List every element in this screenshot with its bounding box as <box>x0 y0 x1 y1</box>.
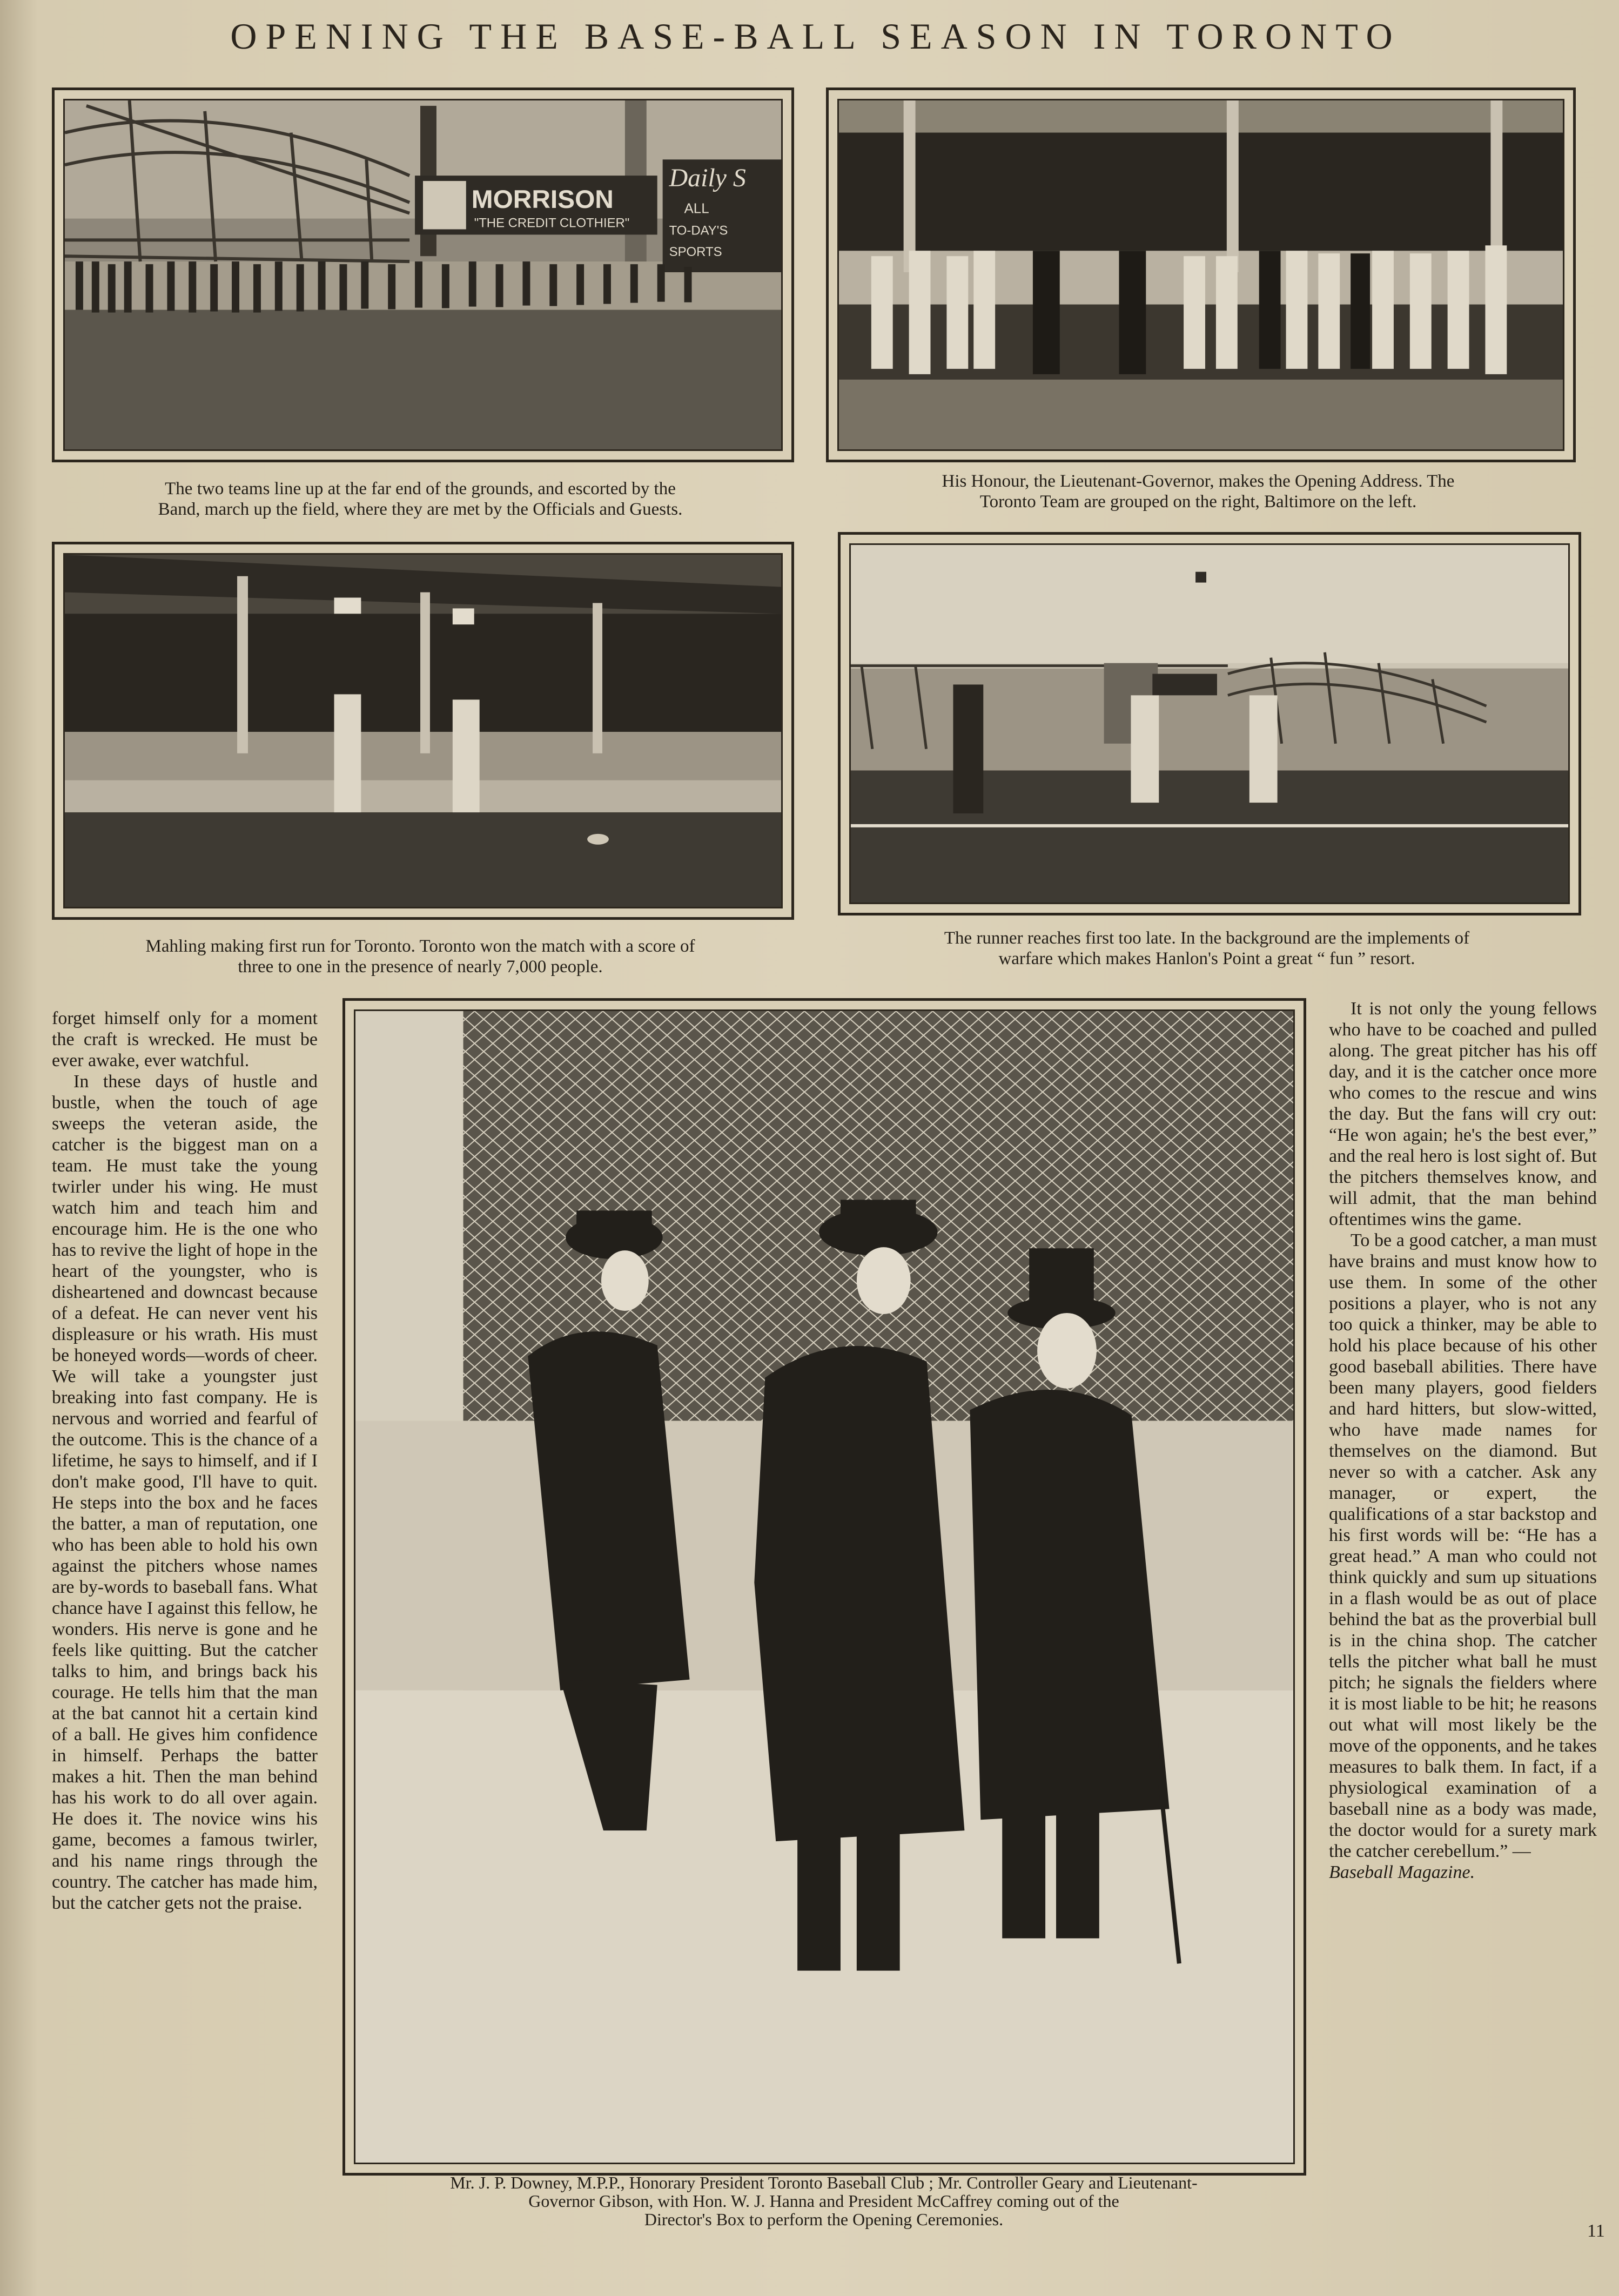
article-attribution: Baseball Magazine. <box>1329 1862 1475 1882</box>
caption-photo-4: The runner reaches first too late. In the background are the implements of warfare which makes Hanlon's Point a great “ fun ” resort. <box>944 928 1470 968</box>
photo-image <box>63 99 783 451</box>
svg-text:MORRISON: MORRISON <box>471 185 614 214</box>
photo-runner-first <box>838 532 1581 915</box>
svg-text:Daily S: Daily S <box>669 164 746 192</box>
svg-text:"THE CREDIT CLOTHIER": "THE CREDIT CLOTHIER" <box>474 216 630 231</box>
article-paragraph: In these days of hustle and bustle, when the touch of age sweeps the veteran aside, the catcher is the biggest man on a team. He must take the young twirler under his wing. He must watch him and teach him and encourage him. He is the one who has to revive the light of hope in the heart of the youngster, who is disheartened and downcast because of a defeat. He can never vent his displeasure or his wrath. His must be honeyed words—words of cheer. We will take a youngster just breaking into fast company. He is nervous and worried and fearful of the outcome. This is the chance of a lifetime, he says to himself, and if I don't make good, I'll have to quit. He steps into the box and he faces the batter, a man of reputation, one who has been able to hold his own against the pitchers whose names are by-words to baseball fans. What chance have I against this fellow, he wonders. His nerve is gone and he feels like quitting. But the catcher talks to him, and brings back his courage. He tells him that the man at the bat cannot hit a certain kind of a ball. He gives him confidence in himself. Perhaps the batter makes a hit. Then the man behind has his work to do all over again. He does it. The novice wins his game, becomes a famous twirler, and his name rings through the country. The catcher has made him, but the catcher gets not the praise. <box>52 1072 318 1913</box>
article-paragraph: To be a good catcher, a man must have brains and must know how to use them. In some of the other positions a player, who is not any too quick a thinker, may be able to hold his place because of his other good baseball abilities. There have been many players, good fielders and hard hitters, but slow-witted, who have made names for themselves on the diamond. But never so with a catcher. Ask any manager, or expert, the qualifications of a star backstop and his first words will be: “He has a great head.” A man who could not think quickly and sum up situations in a flash would be as out of place behind the bat as the proverbial bull is in the china shop. The catcher tells the pitcher what ball he must pitch; he signals the fielders where it is most liable to be hit; he reasons out what will most likely be the move of the opponents, and he takes measures to balk them. In fact, if a physiological examination of a baseball nine as a body was made, the doctor would for a surety mark the catcher cerebellum.” — <box>1329 1230 1597 1861</box>
svg-text:TO-DAY'S: TO-DAY'S <box>669 223 728 238</box>
photo-teams-line-up <box>52 87 794 462</box>
photo-image <box>849 543 1570 904</box>
photo-image <box>354 1009 1295 2164</box>
article-right-column <box>1329 998 1597 1883</box>
article-paragraph: forget himself only for a moment the craft is wrecked. He must be ever awake, ever watchful. <box>52 1008 318 1070</box>
photo-image <box>63 553 783 908</box>
photo-image <box>837 99 1564 451</box>
caption-photo-3: Mahling making first run for Toronto. Toronto won the match with a score of three to one in the presence of nearly 7,000 people. <box>145 937 695 977</box>
photo-officials <box>342 998 1306 2176</box>
caption-photo-5: Mr. J. P. Downey, M.P.P., Honorary President Toronto Baseball Club ; Mr. Controller Geary and Lieutenant- Governor Gibson, with Hon. W. J. Hanna and President McCaffrey coming out of the Director's Box to perform the Opening Ceremonies. <box>450 2173 1198 2229</box>
sports-sign <box>663 159 781 272</box>
svg-text:SPORTS: SPORTS <box>669 245 722 260</box>
caption-photo-2: His Honour, the Lieutenant-Governor, makes the Opening Address. The Toronto Team are grouped on the right, Baltimore on the left. <box>942 472 1455 511</box>
svg-text:ALL: ALL <box>684 201 709 217</box>
caption-photo-1: The two teams line up at the far end of the grounds, and escorted by the Band, march up the field, where they are met by the Officials and Guests. <box>158 479 683 519</box>
morrison-sign <box>415 176 657 234</box>
article-left-column <box>52 1008 318 1914</box>
article-paragraph: It is not only the young fellows who have to be coached and pulled along. The great pitcher has his off day, and it is the catcher once more who comes to the rescue and wins the day. But the fans will cry out: “He won again; he's the best ever,” and the real hero is lost sight of. But the pitchers themselves know, and will admit, that the man behind oftentimes wins the game. <box>1329 999 1597 1229</box>
page-number: 11 <box>1587 2221 1605 2241</box>
photo-opening-address <box>826 87 1576 462</box>
page-title: OPENING THE BASE-BALL SEASON IN TORONTO <box>230 16 1401 57</box>
photo-first-run <box>52 542 794 920</box>
